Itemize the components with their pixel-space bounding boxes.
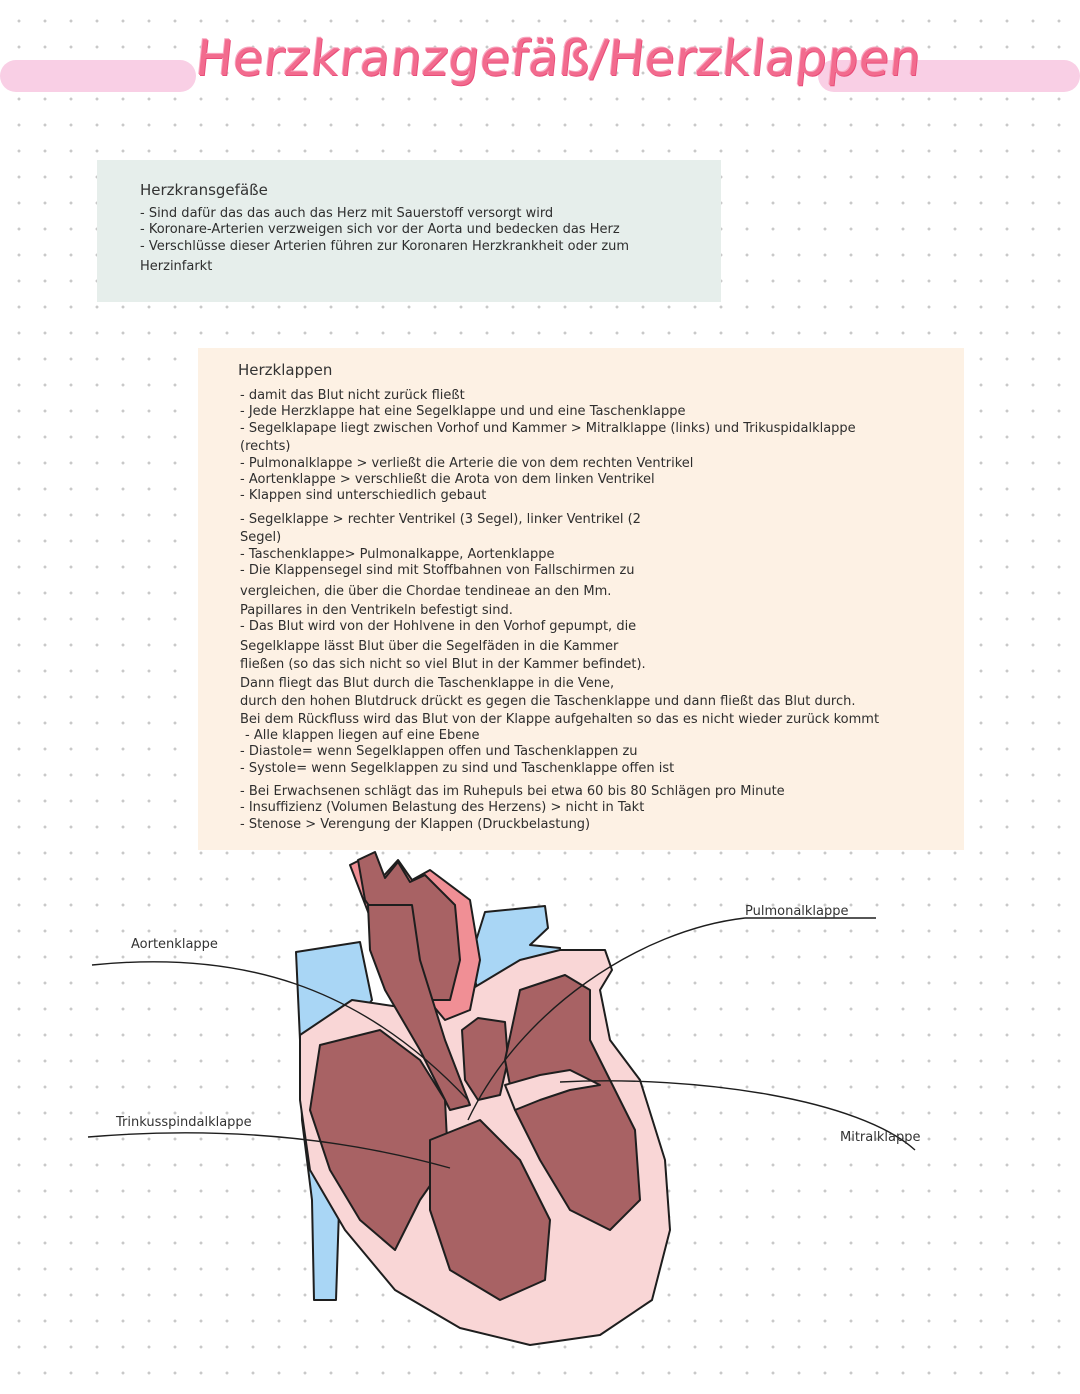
valves-line: - Segelklapape liegt zwischen Vorhof und Kammer > Mitralklappe (links) und Trikuspidalklappe xyxy=(240,420,856,436)
label-pulmonary-valve: Pulmonalklappe xyxy=(745,904,849,919)
valves-lines xyxy=(240,388,879,833)
valves-heading: Herzklappen xyxy=(238,361,333,379)
coronary-box xyxy=(97,160,721,302)
title-bar-left xyxy=(0,60,196,92)
valves-line: vergleichen, die über die Chordae tendineae an den Mm. xyxy=(240,584,612,600)
label-mitral-valve: Mitralklappe xyxy=(840,1130,921,1145)
valves-line: - Taschenklappe> Pulmonalkappe, Aortenklappe xyxy=(240,546,555,562)
valves-line: durch den hohen Blutdruck drückt es gegen die Taschenklappe und dann fließt das Blut durch. xyxy=(240,693,856,709)
valves-line: - Bei Erwachsenen schlägt das im Ruhepuls bei etwa 60 bis 80 Schlägen pro Minute xyxy=(240,783,785,799)
valves-line: - Die Klappensegel sind mit Stoffbahnen von Fallschirmen zu xyxy=(240,563,635,579)
coronary-line: - Verschlüsse dieser Arterien führen zur Koronaren Herzkrankheit oder zum xyxy=(140,238,630,254)
coronary-heading: Herzkransgefäße xyxy=(140,181,268,199)
valves-line: (rechts) xyxy=(240,439,291,455)
coronary-line: - Koronare-Arterien verzweigen sich vor der Aorta und bedecken das Herz xyxy=(140,222,620,238)
valves-line: - Stenose > Verengung der Klappen (Druckbelastung) xyxy=(240,816,591,832)
valves-line: Dann fliegt das Blut durch die Taschenklappe in die Vene, xyxy=(240,675,615,691)
valves-line: - Alle klappen liegen auf eine Ebene xyxy=(245,727,480,743)
valves-line: - Insuffizienz (Volumen Belastung des Herzens) > nicht in Takt xyxy=(240,800,645,816)
coronary-line: - Sind dafür das das auch das Herz mit Sauerstoff versorgt wird xyxy=(140,206,554,221)
label-tricuspid-valve: Trinkusspindalklappe xyxy=(116,1115,252,1130)
valves-line: - Jede Herzklappe hat eine Segelklappe und und eine Taschenklappe xyxy=(240,404,686,420)
valves-line: - Aortenklappe > verschließt die Arota von dem linken Ventrikel xyxy=(240,472,655,488)
page-title: Herzkranzgefäß/Herzklappen xyxy=(193,30,925,87)
valves-line: Segelklappe lässt Blut über die Segelfäden in die Kammer xyxy=(240,638,619,654)
valves-line: - Klappen sind unterschiedlich gebaut xyxy=(240,488,487,504)
valves-line: fließen (so das sich nicht so viel Blut in der Kammer befindet). xyxy=(240,657,646,673)
valves-line: Segel) xyxy=(240,530,282,546)
valves-line: - Pulmonalklappe > verließt die Arterie die von dem rechten Ventrikel xyxy=(240,455,694,471)
coronary-line: Herzinfarkt xyxy=(140,259,213,275)
valves-line: - Das Blut wird von der Hohlvene in den Vorhof gepumpt, die xyxy=(240,619,637,635)
valves-line: Papillares in den Ventrikeln befestigt sind. xyxy=(240,602,513,618)
valves-line: - Systole= wenn Segelklappen zu sind und Taschenklappe offen ist xyxy=(240,760,675,776)
valves-line: - damit das Blut nicht zurück fließt xyxy=(240,388,465,403)
label-aortic-valve: Aortenklappe xyxy=(131,937,218,952)
valves-line: Bei dem Rückfluss wird das Blut von der Klappe aufgehalten so das es nicht wieder zurück kommt xyxy=(240,712,880,728)
valves-line: - Segelklappe > rechter Ventrikel (3 Segel), linker Ventrikel (2 xyxy=(240,511,641,527)
coronary-lines xyxy=(140,206,629,276)
valves-box xyxy=(198,348,964,850)
valves-line: - Diastole= wenn Segelklappen offen und Taschenklappen zu xyxy=(240,744,638,760)
